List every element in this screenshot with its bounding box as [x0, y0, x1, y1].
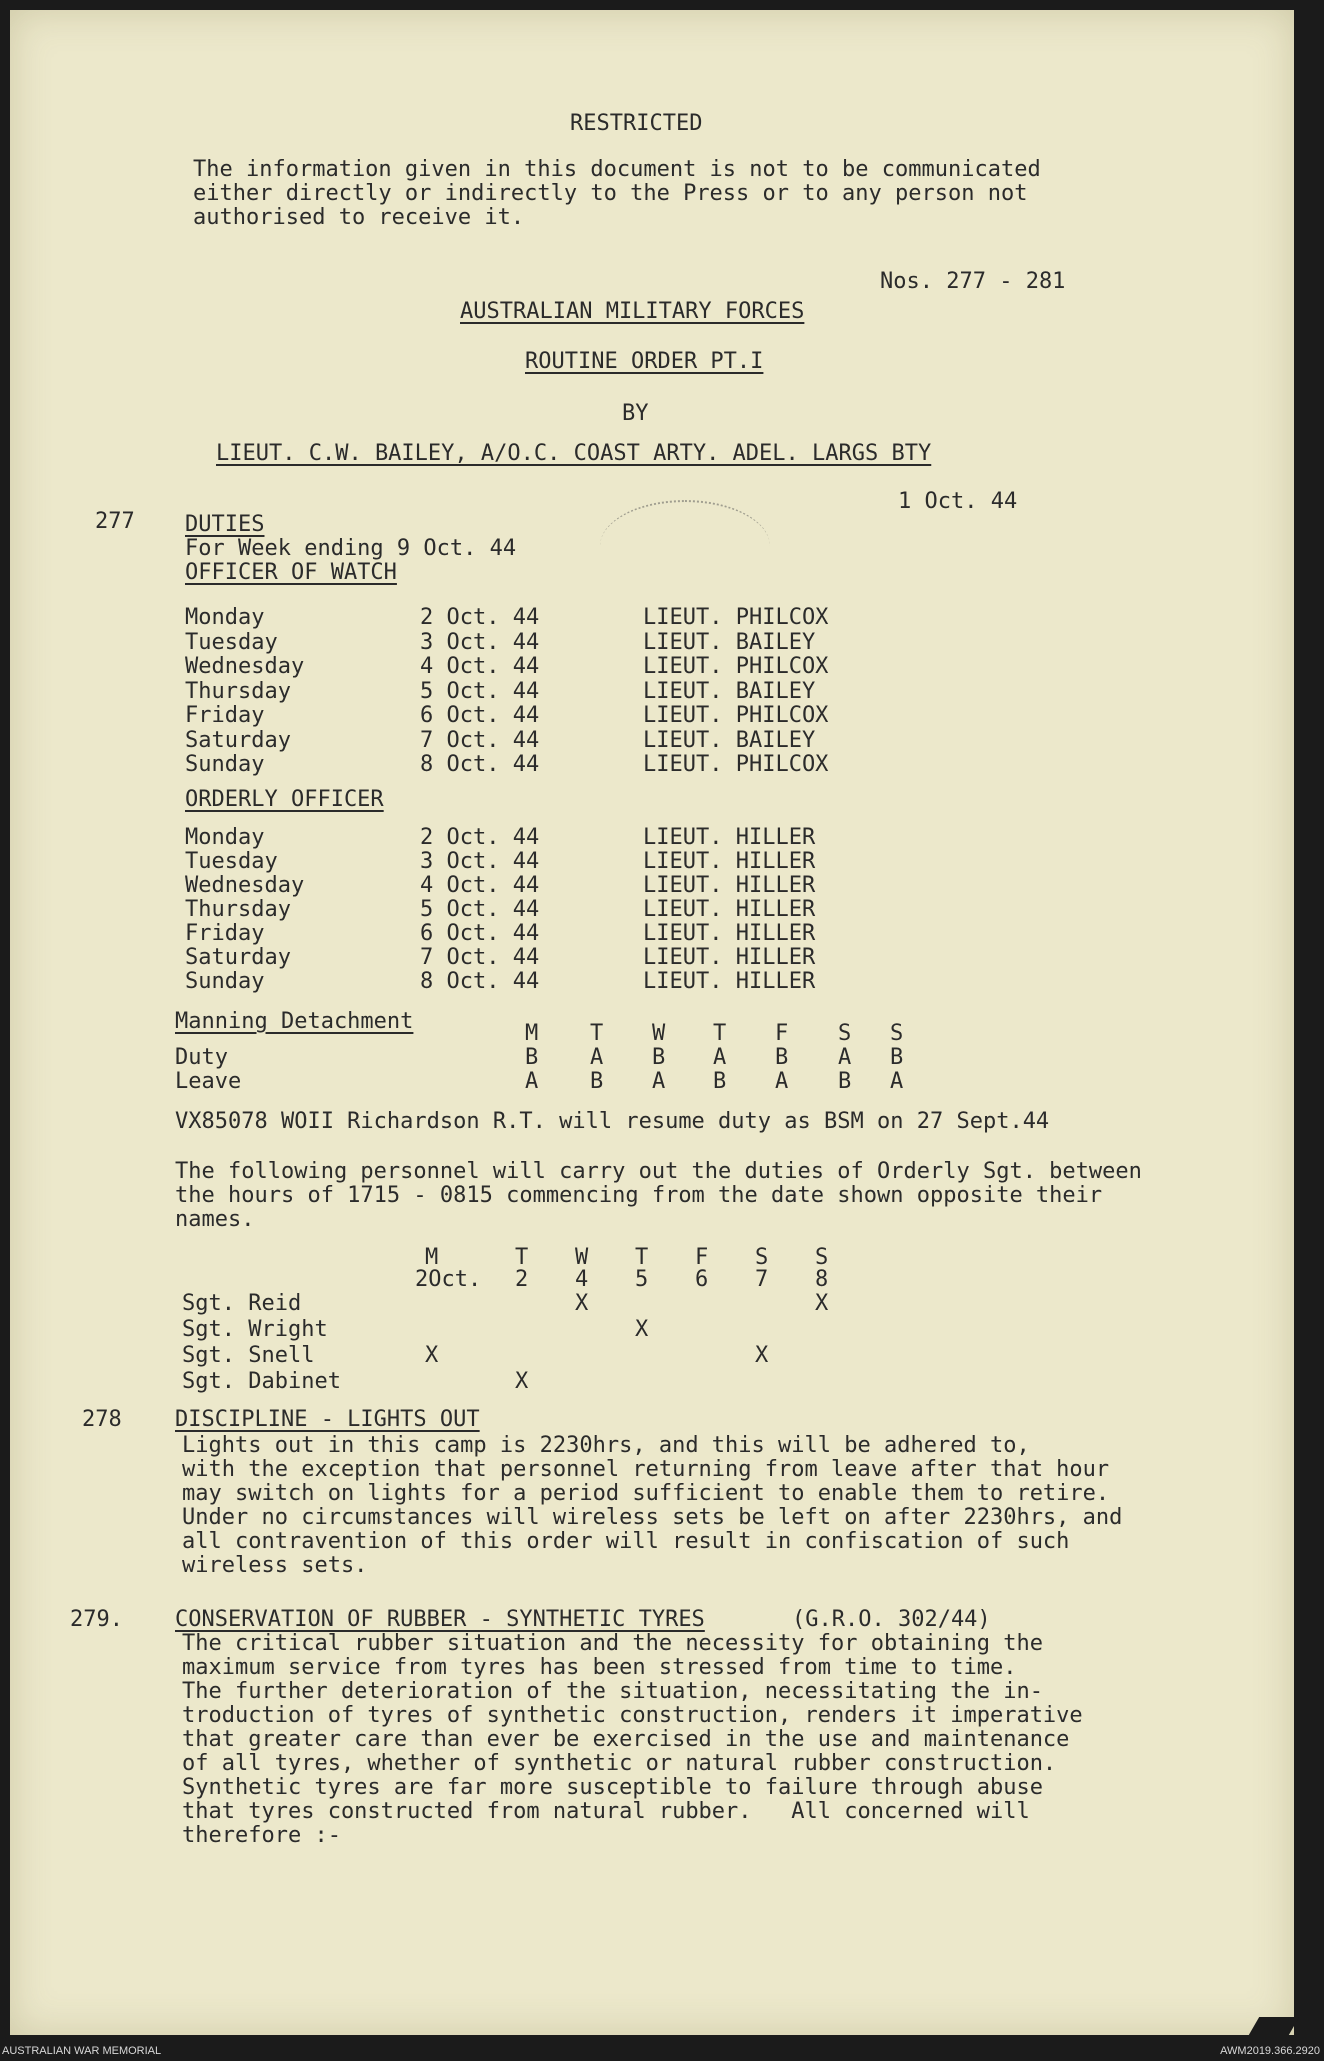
roster-date: 6 Oct. 44 [420, 703, 540, 728]
roster-day: Wednesday [185, 873, 305, 898]
roster-date: 8 Oct. 44 [420, 752, 540, 777]
sgt-name: Sgt. Dabinet [182, 1369, 341, 1394]
roster-date: 7 Oct. 44 [420, 727, 540, 753]
roster-officer: LIEUT. PHILCOX [643, 605, 829, 630]
manning-cell: A [590, 1045, 604, 1070]
manning-day-header: W [652, 1021, 666, 1046]
by-label: BY [622, 401, 649, 426]
discipline-line: Under no circumstances will wireless sets be left on after 2230hrs, and [182, 1505, 1123, 1530]
section-reference: (G.R.O. 302/44) [792, 1607, 991, 1632]
sgt-mark: X [815, 1291, 829, 1316]
sgt-mark: X [635, 1317, 649, 1342]
sgt-day-header: S [755, 1245, 769, 1270]
sgt-mark: X [515, 1369, 529, 1394]
order-title: ROUTINE ORDER PT.I [525, 349, 764, 374]
roster-day: Friday [185, 921, 265, 946]
sgt-line-2: the hours of 1715 - 0815 commencing from the date shown opposite their [175, 1183, 1103, 1208]
order-numbers: Nos. 277 - 281 [880, 269, 1066, 294]
warning-line-3: authorised to receive it. [193, 205, 525, 230]
roster-day: Thursday [185, 678, 291, 704]
roster-officer: LIEUT. HILLER [643, 897, 816, 922]
roster-officer: LIEUT. PHILCOX [643, 703, 829, 728]
roster-officer: LIEUT. HILLER [643, 969, 816, 994]
rubber-line: Synthetic tyres are far more susceptible to failure through abuse [182, 1775, 1043, 1800]
week-line: For Week ending 9 Oct. 44 [185, 536, 517, 561]
warning-line-2: either directly or indirectly to the Press or to any person not [193, 181, 1028, 206]
rubber-line: of all tyres, whether of synthetic or natural rubber construction. [182, 1751, 1057, 1776]
watch-heading: OFFICER OF WATCH [185, 560, 397, 585]
roster-officer: LIEUT. PHILCOX [643, 654, 829, 679]
sgt-mark: X [755, 1343, 769, 1368]
section-heading: DISCIPLINE - LIGHTS OUT [175, 1407, 480, 1432]
section-number: 279. [70, 1607, 123, 1632]
section-number: 278 [82, 1407, 122, 1432]
manning-cell: B [775, 1045, 789, 1070]
manning-cell: A [838, 1045, 852, 1070]
sgt-day-header: F [695, 1245, 709, 1270]
roster-day: Wednesday [185, 654, 305, 679]
rubber-line: that greater care than ever be exercised in the use and maintenance [182, 1727, 1070, 1752]
roster-day: Sunday [185, 969, 265, 994]
orderly-heading: ORDERLY OFFICER [185, 787, 384, 812]
roster-officer: LIEUT. HILLER [643, 825, 816, 850]
roster-officer: LIEUT. BAILEY [643, 678, 816, 704]
manning-cell: A [525, 1069, 539, 1094]
roster-date: 7 Oct. 44 [420, 945, 540, 970]
manning-cell: B [838, 1069, 852, 1094]
manning-cell: A [890, 1069, 904, 1094]
sgt-date-header: 2 [515, 1267, 529, 1292]
roster-officer: LIEUT. BAILEY [643, 727, 816, 753]
discipline-line: with the exception that personnel returning from leave after that hour [182, 1457, 1110, 1482]
sgt-day-header: W [575, 1245, 589, 1270]
document-page [10, 10, 1294, 2035]
author-line: LIEUT. C.W. BAILEY, A/O.C. COAST ARTY. ADEL. LARGS BTY [216, 441, 932, 466]
roster-officer: LIEUT. PHILCOX [643, 752, 829, 777]
manning-cell: B [525, 1045, 539, 1070]
manning-row-label: Leave [175, 1069, 242, 1094]
footer-left: AUSTRALIAN WAR MEMORIAL [2, 2045, 162, 2057]
manning-day-header: T [713, 1021, 727, 1046]
roster-date: 5 Oct. 44 [420, 678, 540, 704]
roster-day: Saturday [185, 727, 291, 753]
manning-day-header: M [525, 1021, 539, 1046]
sgt-date-header: 4 [575, 1267, 589, 1292]
manning-day-header: S [890, 1021, 904, 1046]
roster-officer: LIEUT. HILLER [643, 921, 816, 946]
sgt-date-header: 8 [815, 1267, 829, 1292]
roster-date: 3 Oct. 44 [420, 849, 540, 874]
manning-day-header: F [775, 1021, 789, 1046]
roster-officer: LIEUT. BAILEY [643, 629, 816, 655]
roster-day: Tuesday [185, 629, 278, 655]
roster-date: 4 Oct. 44 [420, 654, 540, 679]
sgt-line-1: The following personnel will carry out the duties of Orderly Sgt. between [175, 1159, 1142, 1184]
manning-cell: B [713, 1069, 727, 1094]
rubber-line: The further deterioration of the situation, necessitating the in- [182, 1679, 1043, 1704]
org-title: AUSTRALIAN MILITARY FORCES [460, 299, 805, 324]
sgt-date-header: 7 [755, 1267, 769, 1292]
manning-cell: B [590, 1069, 604, 1094]
roster-day: Monday [185, 605, 265, 630]
section-heading: DUTIES [185, 512, 265, 537]
roster-date: 5 Oct. 44 [420, 897, 540, 922]
footer-right: AWM2019.366.2920 [1220, 2045, 1320, 2057]
sgt-date-header: 2Oct. [415, 1267, 482, 1292]
roster-officer: LIEUT. HILLER [643, 849, 816, 874]
sgt-day-header: T [515, 1245, 529, 1270]
faint-stamp [600, 500, 770, 592]
rubber-line: therefore :- [182, 1823, 341, 1848]
sgt-date-header: 5 [635, 1267, 649, 1292]
sgt-line-3: names. [175, 1207, 255, 1232]
sgt-mark: X [575, 1291, 589, 1316]
rubber-line: troduction of tyres of synthetic construction, renders it imperative [182, 1703, 1083, 1728]
sgt-name: Sgt. Snell [182, 1343, 315, 1368]
sgt-date-header: 6 [695, 1267, 709, 1292]
sgt-day-header: M [425, 1245, 439, 1270]
roster-day: Saturday [185, 945, 291, 970]
resume-note: VX85078 WOII Richardson R.T. will resume duty as BSM on 27 Sept.44 [175, 1109, 1050, 1134]
manning-cell: B [652, 1045, 666, 1070]
sgt-mark: X [425, 1343, 439, 1368]
order-date: 1 Oct. 44 [898, 489, 1018, 514]
roster-day: Monday [185, 825, 265, 850]
roster-date: 2 Oct. 44 [420, 605, 540, 630]
roster-day: Thursday [185, 897, 291, 922]
roster-officer: LIEUT. HILLER [643, 945, 816, 970]
rubber-line: The critical rubber situation and the necessity for obtaining the [182, 1631, 1043, 1656]
manning-cell: A [652, 1069, 666, 1094]
manning-day-header: S [838, 1021, 852, 1046]
roster-day: Tuesday [185, 849, 278, 874]
discipline-line: Lights out in this camp is 2230hrs, and this will be adhered to, [182, 1433, 1030, 1458]
sgt-day-header: T [635, 1245, 649, 1270]
discipline-line: wireless sets. [182, 1553, 368, 1578]
manning-cell: A [775, 1069, 789, 1094]
rubber-line: maximum service from tyres has been stressed from time to time. [182, 1655, 1017, 1680]
roster-date: 6 Oct. 44 [420, 921, 540, 946]
roster-day: Friday [185, 703, 265, 728]
manning-day-header: T [590, 1021, 604, 1046]
sgt-name: Sgt. Reid [182, 1291, 302, 1316]
warning-line-1: The information given in this document is not to be communicated [193, 157, 1041, 182]
roster-date: 3 Oct. 44 [420, 629, 540, 655]
roster-date: 8 Oct. 44 [420, 969, 540, 994]
torn-corner [1249, 2017, 1299, 2035]
manning-row-label: Duty [175, 1045, 228, 1070]
roster-day: Sunday [185, 752, 265, 777]
roster-date: 2 Oct. 44 [420, 825, 540, 850]
discipline-line: all contravention of this order will result in confiscation of such [182, 1529, 1070, 1554]
classification: RESTRICTED [570, 111, 703, 136]
rubber-line: that tyres constructed from natural rubber. All concerned will [182, 1799, 1030, 1824]
manning-cell: A [713, 1045, 727, 1070]
manning-heading: Manning Detachment [175, 1009, 414, 1034]
sgt-day-header: S [815, 1245, 829, 1270]
roster-date: 4 Oct. 44 [420, 873, 540, 898]
manning-cell: B [890, 1045, 904, 1070]
section-number: 277 [95, 509, 135, 534]
sgt-name: Sgt. Wright [182, 1317, 328, 1342]
roster-officer: LIEUT. HILLER [643, 873, 816, 898]
discipline-line: may switch on lights for a period sufficient to enable them to retire. [182, 1481, 1110, 1506]
section-heading: CONSERVATION OF RUBBER - SYNTHETIC TYRES [175, 1607, 705, 1632]
